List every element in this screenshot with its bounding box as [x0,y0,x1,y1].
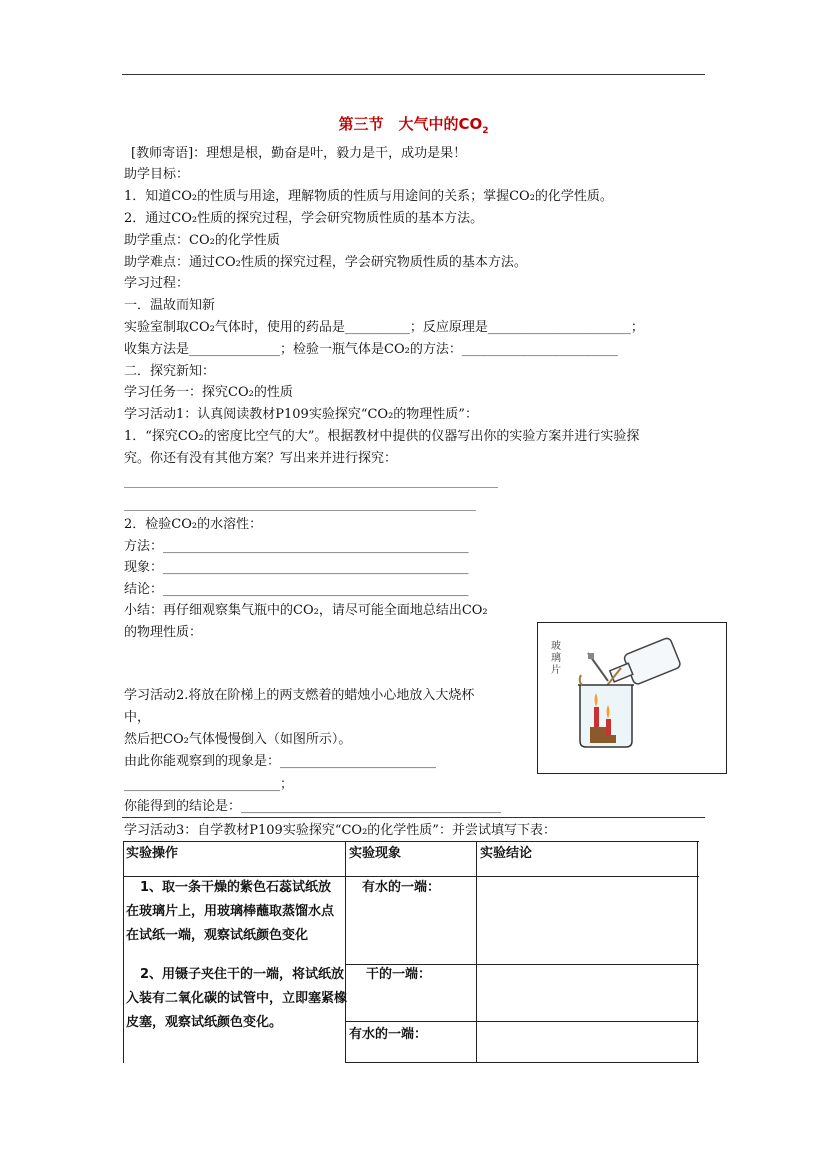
table-col-divider-2 [476,841,477,1063]
page-title: 第三节 大气中的$CO_2$ [338,115,489,136]
answer-line-1[interactable]: ____________________________________________________________________ [124,475,498,488]
table-border-bottom [345,1062,699,1063]
table-row1-phenomenon[interactable]: 有水的一端： [362,880,441,895]
activity-2-pour: 然后把CO₂气体慢慢倒入（如图所示）。 [124,732,352,747]
experiment-figure [537,622,727,774]
goal-1: 1．知道CO₂的性质与用途，理解物质的性质与用途间的关系；掌握CO₂的化学性质。 [124,189,613,204]
activity-3: 学习活动3：自学教材P109实验探究“CO₂的化学性质”：并尝试填写下表： [124,823,556,838]
task-1: 学习任务一：探究CO₂的性质 [124,385,293,400]
table-row2-phenomenon-dry[interactable]: 干的一端： [366,967,432,982]
observation-line[interactable]: 由此你能观察到的现象是：________________________ [124,754,437,769]
table-border-top [123,841,699,842]
method-line[interactable]: 方法：_______________________________________________ [124,539,469,554]
summary: 小结：再仔细观察集气瓶中的CO₂，请尽可能全面地总结出CO₂ [124,603,488,618]
beaker-candle-illustration [538,623,726,773]
goal-2: 2．通过CO₂性质的探究过程，学会研究物质性质的基本方法。 [124,211,484,226]
section-rule [122,817,705,818]
summary-cont: 的物理性质： [124,625,203,640]
process-heading: 学习过程： [124,276,190,291]
section-explore: 二．探究新知： [124,364,216,379]
table-border-left [123,841,124,1063]
table-header-phenomenon: 实验现象 [349,846,402,861]
table-border-right [697,841,698,1063]
goals-heading: 助学目标： [124,167,190,182]
review-q1[interactable]: 实验室制取CO₂气体时，使用的药品是__________；反应原理是______________________； [124,320,644,335]
activity-1: 学习活动1：认真阅读教材P109实验探究“CO₂的物理性质”： [124,407,478,422]
glass-label-1: 玻 [551,641,561,652]
header-rule [122,74,705,75]
table-row2-operation: 2、用镊子夹住干的一端，将试纸放入装有二氧化碳的试管中，立即塞紧橡皮塞，观察试纸颜色变化。 [126,967,348,1030]
section-review: 一．温故而知新 [124,298,216,313]
phenomenon-line[interactable]: 现象：_______________________________________________ [124,560,469,575]
table-header-conclusion: 实验结论 [480,846,533,861]
activity-1-q1: 1．“探究CO₂的密度比空气的大”。根据教材中提供的仪器写出你的实验方案并进行实验探 [124,429,640,444]
glass-label-3: 片 [551,665,561,676]
key-point: 助学重点：CO₂的化学性质 [124,233,280,248]
glass-label-2: 璃 [551,653,561,664]
table-row2-phenomenon-wet[interactable]: 有水的一端： [349,1027,428,1042]
answer-line-2[interactable]: ________________________________________________________________ [124,498,476,511]
difficult-point: 助学难点：通过CO₂性质的探究过程，学会研究物质性质的基本方法。 [124,255,527,270]
table-header-operation: 实验操作 [126,846,179,861]
table-row1-operation: 1、取一条干燥的紫色石蕊试纸放在玻璃片上，用玻璃棒蘸取蒸馏水点在试纸一端，观察试纸颜色变化 [126,880,335,943]
conclusion-line[interactable]: 结论：_______________________________________________ [124,582,469,597]
activity-1-q2: 2．检验CO₂的水溶性： [124,517,263,532]
observation-line-cont[interactable]: ________________________； [124,777,294,792]
review-q2[interactable]: 收集方法是______________；检验一瓶气体是CO₂的方法：________________________ [124,342,618,357]
table-row2-split [345,1021,699,1022]
teacher-quote: [教师寄语]：理想是根，勤奋是叶，毅力是干，成功是果！ [131,146,467,161]
activity-2: 学习活动2.将放在阶梯上的两支燃着的蜡烛小心地放入大烧杯 [124,688,475,703]
result-line[interactable]: 你能得到的结论是：________________________________________ [124,799,502,814]
activity-1-q1-cont: 究。你还有没有其他方案？写出来并进行探究： [124,451,398,466]
activity-2-cont: 中， [124,710,151,725]
